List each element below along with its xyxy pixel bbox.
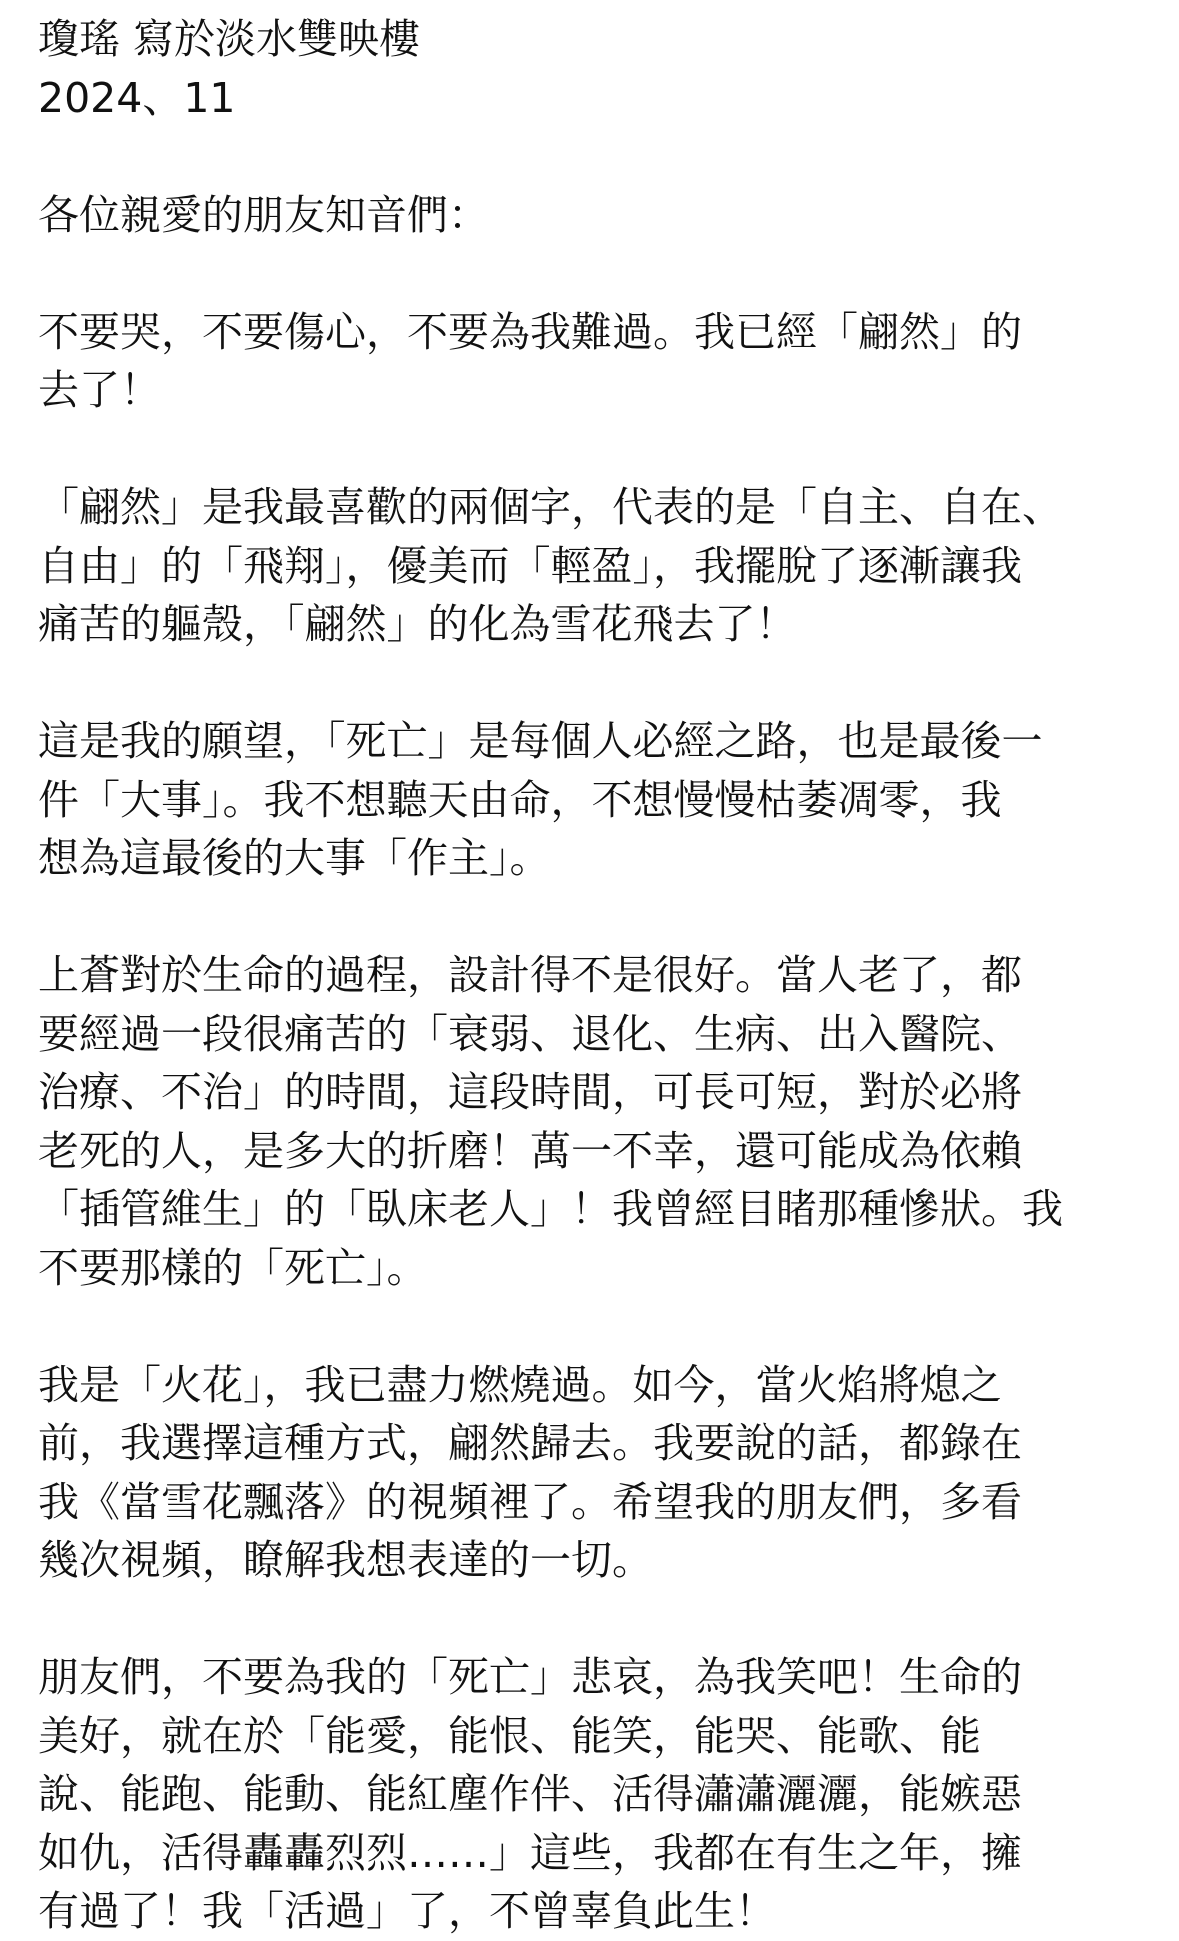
author-line: 瓊瑤 寫於淡水雙映樓: [38, 15, 421, 63]
paragraph-line: 要經過一段很痛苦的「衰弱、退化、生病、出入醫院、: [38, 1009, 1022, 1058]
paragraph-5: [38, 1356, 1158, 1590]
salutation: 各位親愛的朋友知音們：: [38, 190, 489, 239]
paragraph-6: [38, 1648, 1158, 1941]
spacer: [38, 127, 1158, 186]
paragraph-line: 這是我的願望，「死亡」是每個人必經之路，也是最後一: [38, 717, 1043, 765]
paragraph-line: 想為這最後的大事「作主」。: [38, 834, 551, 882]
spacer: [38, 244, 1158, 303]
paragraph-line: 「插管維生」的「臥床老人」！我曾經目睹那種慘狀。我: [38, 1185, 1063, 1233]
paragraph-line: 前，我選擇這種方式，翩然歸去。我要說的話，都錄在: [38, 1419, 1022, 1467]
paragraph-line: 自由」的「飛翔」，優美而「輕盈」，我擺脫了逐漸讓我: [38, 541, 1022, 590]
paragraph-1: [38, 303, 1158, 420]
paragraph-line: 老死的人，是多大的折磨！萬一不幸，還可能成為依賴: [38, 1126, 1022, 1175]
spacer: [38, 1297, 1158, 1356]
paragraph-2: [38, 478, 1158, 654]
paragraph-line: 上蒼對於生命的過程，設計得不是很好。當人老了，都: [38, 951, 1022, 999]
spacer: [38, 888, 1158, 947]
paragraph-4: [38, 946, 1158, 1297]
paragraph-line: 說、能跑、能動、能紅塵作伴、活得瀟瀟灑灑，能嫉惡: [38, 1770, 1022, 1818]
paragraph-line: 如仇，活得轟轟烈烈……」這些，我都在有生之年，擁: [38, 1828, 1022, 1877]
letter-document: [38, 10, 1158, 1941]
paragraph-line: 「翩然」是我最喜歡的兩個字，代表的是「自主、自在、: [38, 483, 1063, 531]
paragraph-line: 我是「火花」，我已盡力燃燒過。如今，當火焰將熄之: [38, 1360, 1002, 1409]
paragraph-line: 有過了！我「活過」了，不曾辜負此生！: [38, 1887, 776, 1935]
spacer: [38, 1590, 1158, 1649]
paragraph-line: 美好，就在於「能愛，能恨、能笑，能哭、能歌、能: [38, 1711, 981, 1760]
paragraph-line: 去了！: [38, 366, 161, 414]
date-line: 2024、11: [38, 73, 236, 122]
paragraph-line: 朋友們，不要為我的「死亡」悲哀，為我笑吧！生命的: [38, 1653, 1022, 1701]
paragraph-line: 不要那樣的「死亡」。: [38, 1243, 428, 1292]
paragraph-line: 我《當雪花飄落》的視頻裡了。希望我的朋友們，多看: [38, 1477, 1022, 1526]
paragraph-line: 痛苦的軀殼，「翩然」的化為雪花飛去了！: [38, 600, 797, 648]
paragraph-line: 治療、不治」的時間，這段時間，可長可短，對於必將: [38, 1068, 1022, 1116]
paragraph-3: [38, 712, 1158, 888]
paragraph-line: 不要哭，不要傷心，不要為我難過。我已經「翩然」的: [38, 307, 1022, 356]
spacer: [38, 420, 1158, 479]
paragraph-line: 件「大事」。我不想聽天由命，不想慢慢枯萎凋零，我: [38, 775, 1002, 824]
spacer: [38, 654, 1158, 713]
paragraph-line: 幾次視頻，瞭解我想表達的一切。: [38, 1536, 653, 1584]
